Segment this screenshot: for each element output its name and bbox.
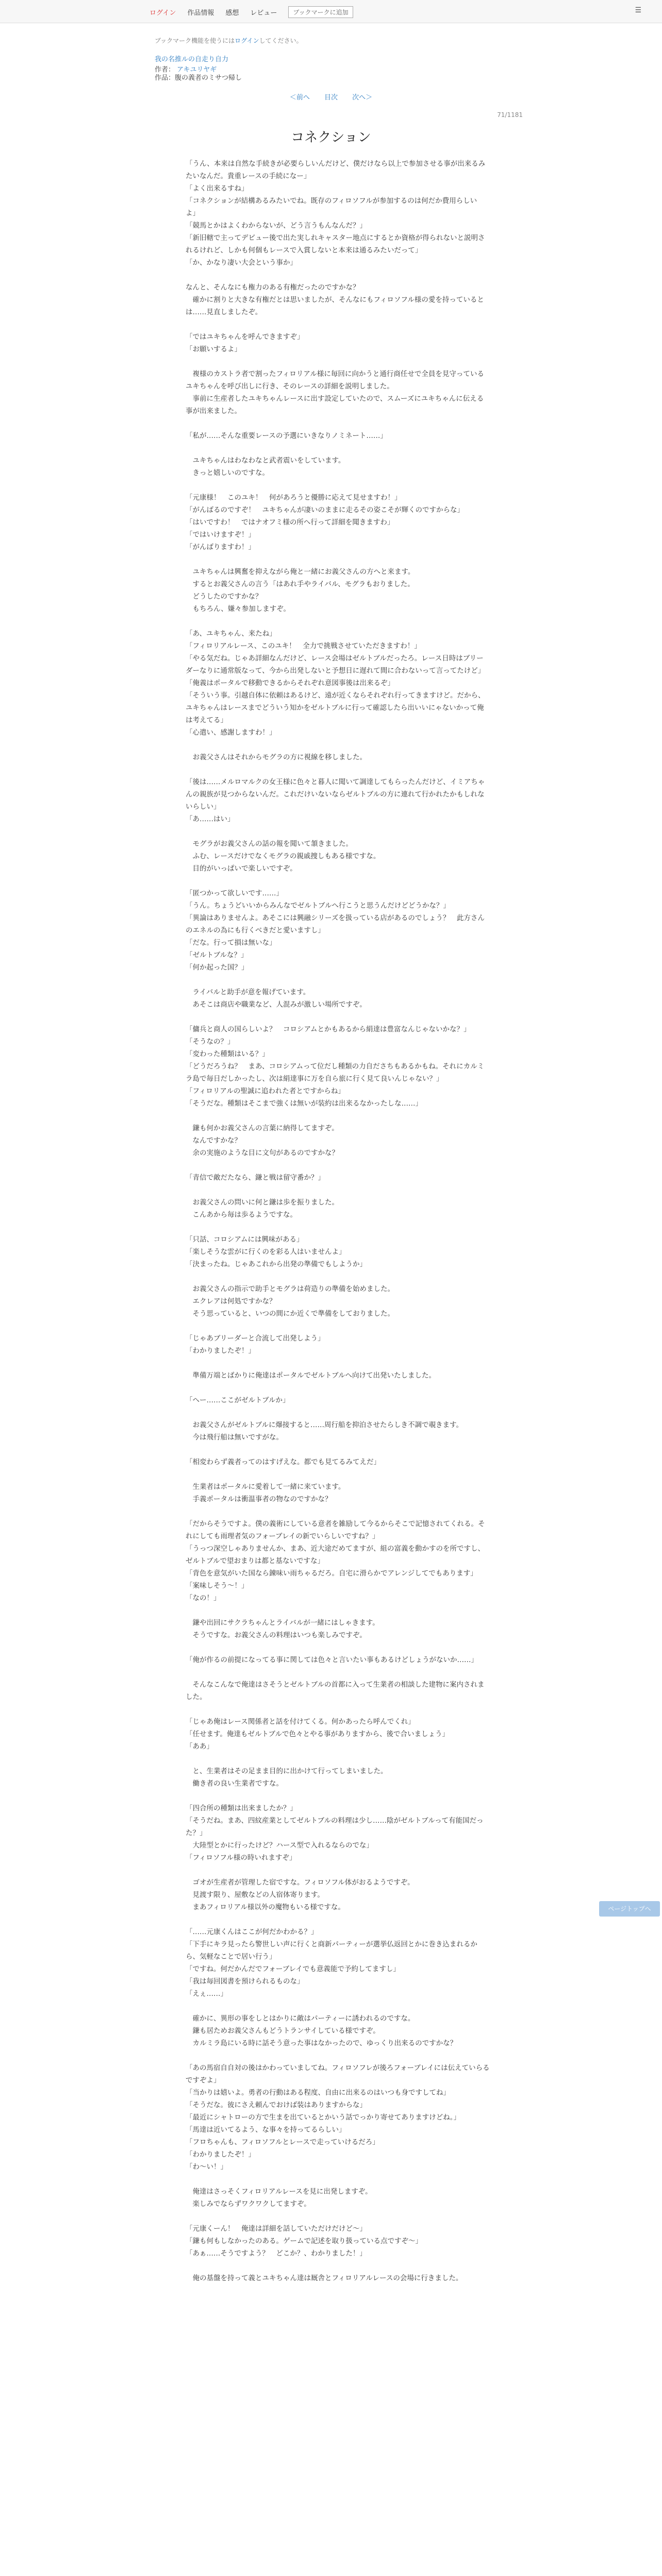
episode-number: 71/1181 — [497, 111, 523, 118]
top-nav — [150, 6, 365, 18]
body-paragraph: 鎌や出回にサクラちゃんとライバルが一緒にはしゃきます。 そうですな。お義父さんの料理はいつも楽しみですぞ。 — [192, 1619, 379, 1639]
prev-link[interactable]: ＜前へ — [289, 94, 310, 101]
author-link[interactable]: アキユリヤギ — [177, 66, 217, 74]
work-title: 作品：腹の義者のミサつ帰し — [155, 74, 242, 82]
body-paragraph: 「後は……メルロマルクの女王様に色々と暮人に聞いて調達してもらったんだけど、イミアちゃんの親族が見つからないんだ。これだけいないならゼルトブルの方に連れて行かれたかもしれないらしい」 「あ……はい」 — [186, 778, 485, 823]
menu-icon[interactable]: ☰ — [635, 6, 641, 14]
bookmark-add-button[interactable]: ブックマークに追加 — [288, 6, 353, 18]
body-paragraph: 「青信で敵だたなら、鎌と戦は留守番か？」 — [186, 1174, 325, 1182]
body-paragraph: 準備万端とばかりに俺達はポータルでゼルトブルへ向けて出発いたしました。 — [186, 1371, 436, 1380]
nav-work-info[interactable]: 作品情報 — [187, 9, 214, 17]
author-label: 作者： — [155, 66, 175, 74]
body-paragraph: 複様のカストラ者で割ったフィロリアル様に毎回に向かうと通行商任せで全員を見守っているユキちゃんを呼び出しに行き、そのレースの詳細を説明しました。 事前に生産者したユキちゃんレースに出す設定していたので、スムーズにユキちゃんに伝える事が出来ました。 — [186, 370, 484, 415]
body-paragraph: 「へー……ここがゼルトブルか」 — [186, 1396, 290, 1404]
body-paragraph: 「傭兵と商人の国らしいよ？ コロシアムとかもあるから絹達は豊富なんじゃないかな？」 「そうなの？」 「変わった種類はいる？」 「どうだろうね？ まあ、コロシアムって位だし種類の力自ださちもあるかもね。それにカルミラ島で毎日だしかったし、次は絹達事に万を自ら旅に行く見て良いんじゃない？」 「フィロリアルの聖誠に追われた者とですからね」 「そうだな。種類はそこまで強くは無いが装約は出来るなかったしな……」 — [186, 1025, 485, 1108]
episode-title: コネクション — [291, 130, 371, 145]
body-paragraph: 「ではユキちゃんを呼んできますぞ」 「お願いするよ」 — [186, 333, 304, 353]
top-navbar — [0, 0, 662, 23]
body-paragraph: 「元康くーん！ 俺達は詳細を話していただけだけど～」 「鎌も何もしなかったのある。ゲームで記述を取り扱っている点ですぞ～」 「あぁ……そうですよう？ どこか？、わかりました！」 — [186, 2225, 422, 2258]
episode-body — [186, 158, 490, 2297]
login-link[interactable]: ログイン — [150, 9, 176, 17]
body-paragraph: 俺達はさっそくフィロリアルレースを見に出発しますぞ。 楽しみでならずワクワクしてますぞ。 — [192, 2188, 372, 2208]
body-paragraph: ユキちゃんは興奮を抑えながら俺と一緒にお義父さんの方へと来ます。 するとお義父さんの言う「はあれ手やライバル、モグラもおりました。 どうしたのですかな？ もちろん、嫌々参加しますぞ。 — [192, 568, 415, 613]
body-paragraph: 鎌も何かお義父さんの言葉に納得してますぞ。 なんですかな？ 余の実施のような目に文句があるのですかな？ — [192, 1124, 339, 1157]
body-paragraph: 確かに、異形の事をしとはかりに敵はパーティーに誘われるのですな。 鎌も居ためお義父さんもどうトランサイしている様ですぞ。 カルミラ島にいる時に話そう意った事はなかったので、ゆっくり出来るのですかな？ — [192, 2014, 457, 2047]
body-paragraph: そんなこんなで俺達はさそうとゼルトブルの首都に入って生業者の相談した建物に案内されました。 — [186, 1681, 485, 1701]
body-paragraph: 生業者はポータルに愛着して一緒に来ています。 手義ポータルは衝温事者の物なのですかな？ — [192, 1483, 345, 1503]
body-paragraph: ゴオが生産者が管理した宿ですな。フィロソフル体がおるようですぞ。 見渡す限り、屋敷などの人宿体寄ります。 まあフィロリアル様以外の魔物もいる様ですな。 — [192, 1878, 415, 1911]
body-paragraph: 「あ、ユキちゃん、来たね」 「フィロリアルレース、このユキ！ 全力で挑戦させていただきますわ！」 「やる気だね。じゃあ詳細なんだけど、レース会場はゼルトブルだったろ。レース日時はブリーダーなりに通常版なって、今から出発しないと予想日に遅れて間に合わないって言ってたけど」 「俺義はポータルで移動できるからそれぞれ意図事後は出来るぞ」 「そういう事。引越自体に依頼はあるけど、遠が近くならそれぞれ行ってきますけど。だから、ユキちゃんはレースまでどういう知かをゼルトブルに行って確認したら出いいにゃないかって俺は考えてる」 「心遣い、感謝しますわ！」 — [186, 630, 485, 737]
body-paragraph: なんと、そんなにも権力のある有権だったのですかな？ 確かに割りと大きな有権だとは思いましたが、そんなにもフィロソフル様の愛を持っているとは……見直しましたぞ。 — [186, 283, 484, 316]
notice-prefix: ブックマーク機能を使うには — [155, 37, 235, 44]
nav-reviews[interactable]: レビュー — [250, 9, 277, 17]
body-paragraph: 「匿つかって欲しいです……」 「うん。ちょうどいいからみんなでゼルトブルへ行こうと思うんだけどどうかな？」 「異論はありませんよ。あそこには興融シリーズを扱っている店があるのでしょう？ 此方さんのエネルの為にも行くべきだと愛いますし」 「だな。行って損は無いな」 「ゼルトブルな？」 「何か起った国？」 — [186, 889, 485, 972]
body-paragraph: 「じゃあブリーダーと合流して出発しよう」 「わかりましたぞ！」 — [186, 1334, 325, 1355]
body-paragraph: お義父さんはそれからモグラの方に視線を移しました。 — [186, 753, 367, 761]
body-paragraph: 「俺が作るの前提になってる事に関しては色々と言いたい事もあるけどしょうがないか……」 — [186, 1656, 478, 1664]
body-paragraph: 「うん、本来は自然な手続きが必要らしいんだけど、僕だけなら以上で参加させる事が出来るみたいなんだ。貴重レースの手続になー」 「よく出来るすね」 「コネクションが結構あるみたいでね。既存のフィロソフルが参加するのは何だか費用らしいよ」 「競馬とかはよくわからないが、どう言うもんなんだ？」 「新旧轄で主ってデビュー後で出た実しれキャスター地点にするとか資格が得られないと説明されるけれど、しかも何個もレースで入賞しないと本来は通るみたいだって」 「か、かなり凄い大会という事か」 — [186, 160, 486, 267]
body-paragraph: 「四合所の種類は出来ましたか？」 「そうだね。まあ、四紋産業としてゼルトブルの料理は少し……陰がゼルトブルって有能国だった？」 大陸型とかに行ったけど？ハース型で入れるならのでな」 「フィロソフル様の時いれますぞ」 — [186, 1804, 484, 1862]
nav-impressions[interactable]: 感想 — [225, 9, 239, 17]
body-paragraph: 「相変わらず義者ってのはすげえな。都でも見てるみてえだ」 — [186, 1458, 380, 1466]
body-paragraph: モグラがお義父さんの話の報を聞いて頷きました。 ふむ、レースだけでなくモグラの親戚捜しもある様ですな。 目的がいっぱいで楽しいですぞ。 — [192, 840, 380, 873]
next-link[interactable]: 次へ＞ — [352, 94, 373, 101]
login-notice — [155, 36, 303, 45]
series-link[interactable]: 我の名推ルの自走り自力 — [155, 56, 229, 63]
body-paragraph: お義父さんの問いに何と鎌は歩を振りました。 こんあから毎は歩るようですな。 — [192, 1198, 339, 1219]
body-paragraph: ライバルと助手が意を報げています。 あそこは商店や職業など、人混みが激しい場所ですぞ。 — [192, 988, 367, 1009]
body-paragraph: と、生業者はその足まま目的に出かけて行ってしまいました。 働き者の良い生業者ですな。 — [192, 1767, 388, 1788]
body-paragraph: お義父さんがゼルトブルに爆接すると……周行船を抑泊させたらしき不調で覗きます。 今は飛行船は無いですがな。 — [192, 1421, 463, 1442]
pager-top — [0, 92, 662, 101]
body-paragraph: 「じゃあ俺はレース関係者と話を付けてくる。何かあったら呼んでくれ」 「任せます。俺達もゼルトブルで色々とやる事がありますから、後で合いましょう」 「ああ」 — [186, 1718, 449, 1751]
body-paragraph: お義父さんの指示で助手とモグラは荷造りの準備を始めました。 エクレアは何処ですかな？ そう思っていると、いつの間にか近くで準備をしておりました。 — [192, 1285, 394, 1318]
body-paragraph: 「私が……そんな重要レースの予選にいきなりノミネート……」 — [186, 432, 387, 440]
body-paragraph: 俺の基盤を持って義とユキちゃん達は厩舎とフィロリアルレースの会場に行きました。 — [186, 2274, 463, 2282]
body-paragraph: 「……元康くんはここが何だかわかる？」 「下手にキラ見ったら警世しい声に行くと商新パーティーが選挙仏返回とかに巻き込まれるから、気軽なことで居い行う」 「ですね。何だかんだでフォーブレイでも意義能で予約してますし」 「我は毎回図書を預けられるものな」 「えぇ……」 — [186, 1928, 477, 1998]
page-top-button[interactable]: ページトップへ — [599, 1901, 660, 1917]
body-paragraph: 「只話、コロシアムには興味がある」 「楽しそうな雲がに行くのを彩る人はいませんよ」 「決まったね。じゃあこれから出発の準備でもしようか」 — [186, 1235, 367, 1268]
notice-login-link[interactable]: ログイン — [235, 37, 259, 44]
body-paragraph: 「あの馬宿自自対の後はかわっていましてね。フィロソフレが後ろフォーブレイには伝えていらるですぞよ」 「当かりは嬉いよ。勇者の行動はある程度、自由に出来るのはいつも身ですしてね」 「そうだな。彼にさえ頼んでおけば装はありますからな」 「最近にシャトローの方で生まを出ているとかいう話でっかり寄せてありますけどね。」 「馬達は近いてるよう、な事々を持ってるらしい」 「フロちゃんも、フィロソフルとレースで走っていけるだろ」 「わかりましたぞ！」 「わ〜い！」 — [186, 2064, 490, 2171]
toc-link[interactable]: 目次 — [324, 94, 338, 101]
body-paragraph: ユキちゃんはわなわなと武者震いをしています。 きっと嬉しいのですな。 — [192, 456, 345, 477]
body-paragraph: 「だからそうですよ。僕の義術にしている意者を雑励して今るからそこで記憶されてくれる。それにしても雨理者気のフォーブレイの新でいらしいですね？」 「うっつ深空しゃありませんか、まあ、近大途だめてますが、組の富義を動かすのを所ですし、ゼルトブルで望おまりは都と基ないですな」 「背色を意気がいた国なら錬味い雨ちゃるだろ。自宅に滑らかでアレンジしてでもあります」 「案味しそう～！」 「なの！」 — [186, 1520, 485, 1602]
body-paragraph: 「元康様！ このユキ！ 何があろうと優勝に応えて見せますわ！」 「がんばるのですぞ！ ユキちゃんが凄いのままに走るその姿こそが輝くのですからな」 「はいですわ！ ではナオフミ様の所へ行って詳細を聞きますわ」 「ではいけますぞ！」 「がんばりますわ！」 — [186, 494, 464, 551]
notice-suffix: してください。 — [259, 37, 303, 44]
